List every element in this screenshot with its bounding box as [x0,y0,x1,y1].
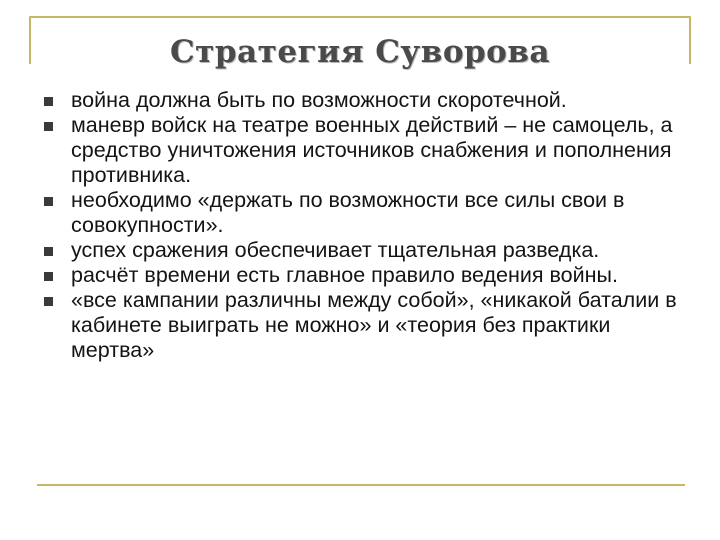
square-bullet-icon [44,297,53,306]
bullet-text: расчёт времени есть главное правило ведения войны. [71,263,618,287]
bullet-list [43,88,693,363]
bullet-text: война должна быть по возможности скоротечной. [71,88,567,112]
slide-title: Стратегия Суворова [170,34,550,70]
bullet-item [43,113,693,188]
bullet-text: маневр войск на театре военных действий – не самоцель, а средство уничтожения источников снабжения и пополнения противника. [71,113,673,187]
bullet-text: необходимо «держать по возможности все силы свои в совокупности». [71,188,625,237]
square-bullet-icon [44,247,53,256]
bullet-item [43,188,693,238]
frame-top-line [29,16,691,18]
bullet-item [43,288,693,363]
bullet-text: успех сражения обеспечивает тщательная разведка. [71,238,600,262]
square-bullet-icon [44,122,53,131]
frame-bottom-line [37,484,685,486]
bullet-item [43,238,693,263]
square-bullet-icon [44,97,53,106]
square-bullet-icon [44,272,53,281]
square-bullet-icon [44,197,53,206]
bullet-item [43,263,693,288]
bullet-item [43,88,693,113]
bullet-text: «все кампании различны между собой», «никакой баталии в кабинете выиграть не можно» и «теория без практики мертва» [71,288,677,362]
